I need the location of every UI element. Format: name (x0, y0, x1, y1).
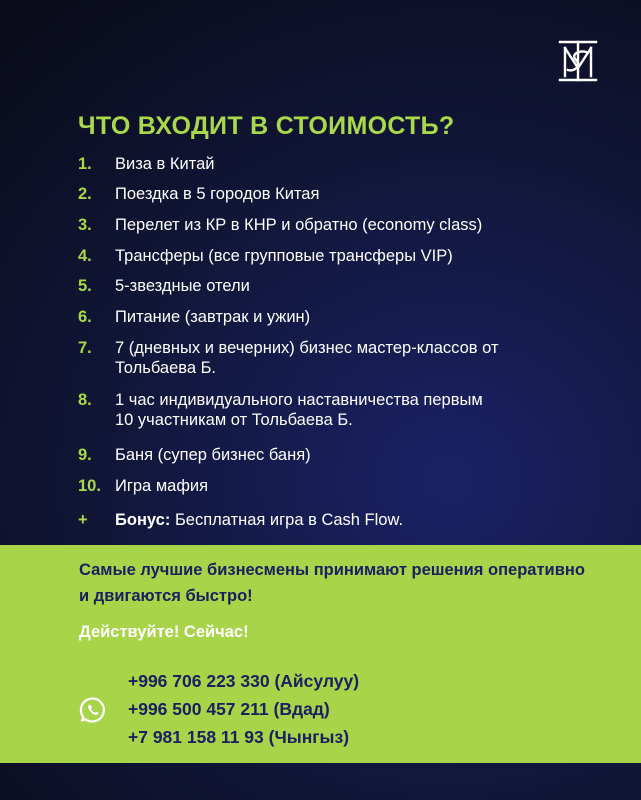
item-text: 5-звездные отели (115, 277, 250, 295)
item-text: Питание (завтрак и ужин) (115, 308, 311, 326)
item-text: Поездка в 5 городов Китая (115, 185, 320, 203)
item-number: 1. (78, 155, 92, 173)
item-text: Перелет из КР в КНР и обратно (economy class) (115, 216, 483, 234)
list-item (78, 445, 575, 465)
list-item (78, 476, 575, 496)
list-item (78, 154, 575, 174)
item-number: 9. (78, 446, 92, 464)
list-item (78, 276, 575, 296)
item-text: Баня (супер бизнес баня) (115, 446, 311, 464)
page-title: ЧТО ВХОДИТ В СТОИМОСТЬ? (78, 112, 455, 140)
item-text: Трансферы (все групповые трансферы VIP) (115, 247, 453, 265)
item-number: 2. (78, 185, 92, 203)
monogram-logo-icon (556, 38, 600, 84)
bonus-item (78, 510, 575, 530)
phone-number[interactable]: +996 500 457 211 (Вдад) (128, 699, 330, 719)
item-text: Виза в Китай (115, 155, 215, 173)
item-number: 8. (78, 391, 92, 409)
list-item (78, 215, 575, 235)
bonus-text (115, 510, 575, 530)
bonus-label: Бонус: (115, 511, 171, 529)
phone-list (128, 667, 359, 751)
list-item (78, 184, 575, 204)
item-text: 7 (дневных и вечерних) бизнес мастер-классов от Тольбаева Б. (115, 339, 499, 377)
item-text: Игра мафия (115, 477, 209, 495)
item-number: 3. (78, 216, 92, 234)
list-item (78, 307, 575, 327)
list-item (78, 246, 575, 266)
item-number: 5. (78, 277, 92, 295)
band-message: Самые лучшие бизнесмены принимают решения оперативно и двигаются быстро! (79, 561, 585, 605)
list-item (78, 390, 505, 430)
item-number: 4. (78, 247, 92, 265)
phone-number[interactable]: +7 981 158 11 93 (Чынгыз) (128, 727, 350, 747)
list-item (78, 338, 555, 378)
phone-number[interactable]: +996 706 223 330 (Айсулуу) (128, 671, 360, 691)
item-number: 10. (78, 477, 101, 495)
item-number: 6. (78, 308, 92, 326)
item-number: 7. (78, 339, 92, 357)
bonus-description: Бесплатная игра в Cash Flow. (174, 511, 404, 529)
bonus-marker: + (78, 511, 88, 529)
item-text: 1 час индивидуального наставничества первым 10 участникам от Тольбаева Б. (115, 391, 483, 429)
call-to-action: Действуйте! Сейчас! (79, 623, 249, 641)
whatsapp-icon[interactable] (79, 696, 107, 724)
